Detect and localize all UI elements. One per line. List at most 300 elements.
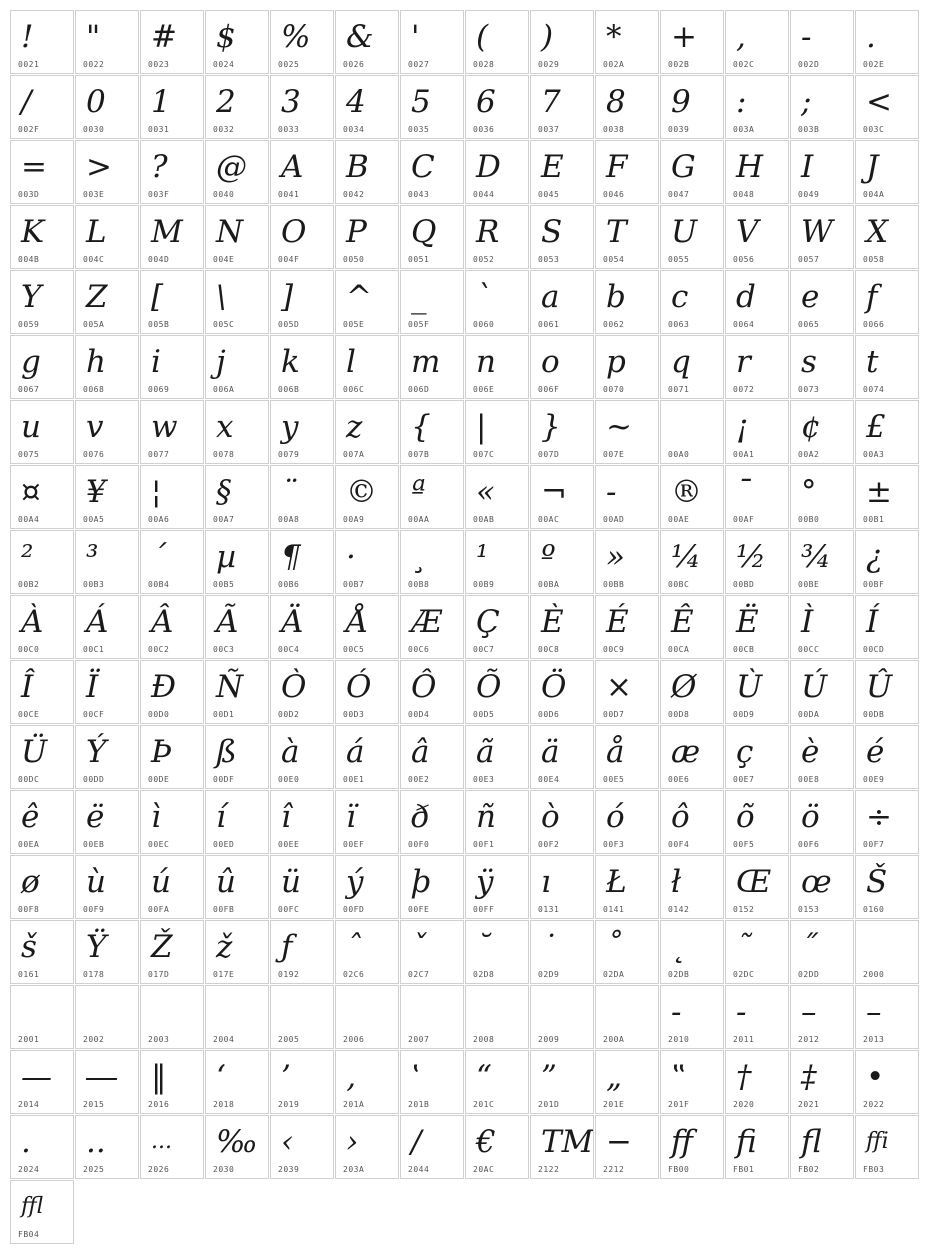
glyph-codepoint: 201B <box>408 1100 430 1109</box>
glyph-codepoint: 2026 <box>148 1165 170 1174</box>
glyph-cell <box>205 1050 269 1114</box>
glyph-character: − <box>606 1124 632 1160</box>
glyph-codepoint: 0053 <box>538 255 560 264</box>
glyph-cell <box>335 1050 399 1114</box>
glyph-codepoint: 2044 <box>408 1165 430 1174</box>
glyph-codepoint: 0033 <box>278 125 300 134</box>
glyph-cell <box>205 855 269 919</box>
glyph-character: û <box>216 864 236 900</box>
glyph-cell <box>790 530 854 594</box>
glyph-cell <box>660 660 724 724</box>
glyph-cell <box>335 855 399 919</box>
glyph-character: s <box>801 344 817 380</box>
glyph-cell <box>855 790 919 854</box>
glyph-codepoint: 00AB <box>473 515 495 524</box>
glyph-cell <box>465 1115 529 1179</box>
glyph-codepoint: 00B5 <box>213 580 235 589</box>
glyph-cell <box>75 400 139 464</box>
glyph-codepoint: 005A <box>83 320 105 329</box>
glyph-character: l <box>346 344 356 380</box>
glyph-codepoint: 00ED <box>213 840 235 849</box>
glyph-codepoint: 2212 <box>603 1165 625 1174</box>
glyph-cell <box>530 10 594 74</box>
glyph-codepoint: 00A2 <box>798 450 820 459</box>
glyph-codepoint: 0048 <box>733 190 755 199</box>
glyph-codepoint: 0078 <box>213 450 235 459</box>
glyph-codepoint: 2019 <box>278 1100 300 1109</box>
glyph-character: ^ <box>346 279 372 315</box>
glyph-codepoint: 00E9 <box>863 775 885 784</box>
glyph-codepoint: 007B <box>408 450 430 459</box>
glyph-cell <box>270 595 334 659</box>
glyph-codepoint: 00B8 <box>408 580 430 589</box>
glyph-character: ü <box>281 864 301 900</box>
glyph-character: é <box>866 734 885 770</box>
glyph-codepoint: 0072 <box>733 385 755 394</box>
glyph-cell <box>465 855 529 919</box>
glyph-codepoint: 0049 <box>798 190 820 199</box>
glyph-character: n <box>476 344 496 380</box>
glyph-codepoint: 0023 <box>148 60 170 69</box>
glyph-codepoint: 2008 <box>473 1035 495 1044</box>
glyph-codepoint: 2005 <box>278 1035 300 1044</box>
glyph-codepoint: 0055 <box>668 255 690 264</box>
glyph-character: " <box>86 19 101 55</box>
glyph-cell <box>270 920 334 984</box>
glyph-codepoint: 00EF <box>343 840 365 849</box>
glyph-codepoint: 02C6 <box>343 970 365 979</box>
glyph-character: Ø <box>671 669 697 705</box>
glyph-codepoint: 004F <box>278 255 300 264</box>
glyph-codepoint: 0070 <box>603 385 625 394</box>
glyph-character: c <box>671 279 689 315</box>
glyph-codepoint: 00D1 <box>213 710 235 719</box>
glyph-cell <box>725 10 789 74</box>
glyph-character: ˇ <box>411 929 427 965</box>
glyph-cell <box>790 660 854 724</box>
glyph-cell <box>790 1115 854 1179</box>
glyph-character: â <box>411 734 430 770</box>
glyph-character: ˘ <box>476 929 492 965</box>
glyph-character: Í <box>866 604 879 640</box>
glyph-codepoint: 0058 <box>863 255 885 264</box>
glyph-cell <box>75 205 139 269</box>
glyph-cell <box>790 1050 854 1114</box>
glyph-cell <box>205 725 269 789</box>
glyph-cell <box>725 530 789 594</box>
glyph-character: ! <box>21 19 34 55</box>
glyph-cell <box>660 1050 724 1114</box>
glyph-codepoint: 0035 <box>408 125 430 134</box>
glyph-codepoint: 00A9 <box>343 515 365 524</box>
glyph-codepoint: 00FE <box>408 905 430 914</box>
glyph-cell <box>75 140 139 204</box>
glyph-character: ë <box>86 799 105 835</box>
glyph-codepoint: 00CA <box>668 645 690 654</box>
glyph-codepoint: 004A <box>863 190 885 199</box>
glyph-cell <box>855 985 919 1049</box>
glyph-codepoint: 0025 <box>278 60 300 69</box>
glyph-codepoint: 0071 <box>668 385 690 394</box>
glyph-character: ¨ <box>281 474 297 510</box>
glyph-character: Z <box>86 279 108 315</box>
glyph-cell <box>75 595 139 659</box>
glyph-cell <box>530 985 594 1049</box>
glyph-character: v <box>86 409 104 445</box>
glyph-character: ¬ <box>541 474 567 510</box>
glyph-cell <box>10 985 74 1049</box>
glyph-codepoint: 0059 <box>18 320 40 329</box>
glyph-cell <box>465 75 529 139</box>
glyph-character: u <box>21 409 41 445</box>
glyph-cell <box>75 660 139 724</box>
glyph-character: L <box>86 214 107 250</box>
glyph-character: ) <box>541 19 554 55</box>
glyph-character: # <box>151 19 177 55</box>
glyph-cell <box>75 920 139 984</box>
glyph-codepoint: 2024 <box>18 1165 40 1174</box>
glyph-cell <box>465 400 529 464</box>
glyph-cell <box>530 140 594 204</box>
glyph-cell <box>530 530 594 594</box>
glyph-cell <box>10 530 74 594</box>
glyph-character: Y <box>21 279 42 315</box>
glyph-codepoint: 2011 <box>733 1035 755 1044</box>
glyph-codepoint: 0131 <box>538 905 560 914</box>
glyph-cell <box>400 400 464 464</box>
glyph-cell <box>205 595 269 659</box>
glyph-cell <box>335 335 399 399</box>
glyph-codepoint: 0046 <box>603 190 625 199</box>
glyph-cell <box>270 270 334 334</box>
glyph-cell <box>140 660 204 724</box>
glyph-codepoint: 00B2 <box>18 580 40 589</box>
glyph-cell <box>205 335 269 399</box>
glyph-cell <box>790 725 854 789</box>
glyph-character: ¥ <box>86 474 106 510</box>
glyph-codepoint: 006F <box>538 385 560 394</box>
glyph-cell <box>400 1050 464 1114</box>
glyph-cell <box>465 790 529 854</box>
glyph-cell <box>400 855 464 919</box>
glyph-cell <box>10 920 74 984</box>
glyph-codepoint: 005C <box>213 320 235 329</box>
glyph-character: A <box>281 149 304 185</box>
glyph-character: “ <box>476 1059 492 1095</box>
glyph-cell <box>10 270 74 334</box>
glyph-character: „ <box>606 1059 623 1095</box>
glyph-character: ß <box>216 734 237 770</box>
glyph-character: æ <box>671 734 701 770</box>
glyph-codepoint: 017D <box>148 970 170 979</box>
glyph-character: ` <box>476 279 492 315</box>
glyph-character: C <box>411 149 435 185</box>
glyph-codepoint: 00FA <box>148 905 170 914</box>
glyph-cell <box>140 790 204 854</box>
glyph-cell <box>140 595 204 659</box>
glyph-codepoint: 0153 <box>798 905 820 914</box>
glyph-character: 8 <box>606 84 626 120</box>
glyph-codepoint: 2015 <box>83 1100 105 1109</box>
glyph-cell <box>465 1050 529 1114</box>
glyph-codepoint: 201D <box>538 1100 560 1109</box>
glyph-character: å <box>606 734 625 770</box>
glyph-character: Å <box>346 604 369 640</box>
glyph-character: B <box>346 149 369 185</box>
glyph-codepoint: 00F3 <box>603 840 625 849</box>
glyph-character: F <box>606 149 628 185</box>
glyph-character: K <box>21 214 45 250</box>
glyph-codepoint: 0047 <box>668 190 690 199</box>
glyph-codepoint: 0064 <box>733 320 755 329</box>
glyph-character: ˙ <box>541 929 557 965</box>
glyph-codepoint: 007A <box>343 450 365 459</box>
glyph-codepoint: 017E <box>213 970 235 979</box>
glyph-cell <box>140 270 204 334</box>
glyph-cell <box>400 1115 464 1179</box>
glyph-cell <box>725 1115 789 1179</box>
glyph-codepoint: 007C <box>473 450 495 459</box>
glyph-codepoint: 00D2 <box>278 710 300 719</box>
glyph-codepoint: 0062 <box>603 320 625 329</box>
glyph-character: j <box>216 344 226 380</box>
glyph-codepoint: 2001 <box>18 1035 40 1044</box>
glyph-cell <box>465 465 529 529</box>
glyph-character: € <box>476 1124 496 1160</box>
glyph-character: & <box>346 19 374 55</box>
glyph-cell <box>465 725 529 789</box>
glyph-codepoint: 002B <box>668 60 690 69</box>
glyph-cell <box>205 985 269 1049</box>
glyph-character: ì <box>151 799 161 835</box>
glyph-cell <box>400 790 464 854</box>
glyph-character: µ <box>216 539 237 575</box>
glyph-cell <box>595 595 659 659</box>
glyph-codepoint: 2003 <box>148 1035 170 1044</box>
glyph-codepoint: 002C <box>733 60 755 69</box>
glyph-codepoint: 0056 <box>733 255 755 264</box>
glyph-cell <box>725 920 789 984</box>
glyph-cell <box>335 660 399 724</box>
glyph-codepoint: 00D5 <box>473 710 495 719</box>
glyph-character: fl <box>801 1124 822 1160</box>
glyph-codepoint: 00F9 <box>83 905 105 914</box>
glyph-codepoint: 00E0 <box>278 775 300 784</box>
glyph-codepoint: 00E2 <box>408 775 430 784</box>
glyph-codepoint: 0042 <box>343 190 365 199</box>
glyph-cell <box>205 140 269 204</box>
glyph-cell <box>465 660 529 724</box>
glyph-codepoint: 0079 <box>278 450 300 459</box>
glyph-cell <box>790 400 854 464</box>
glyph-cell <box>205 1115 269 1179</box>
glyph-cell <box>75 725 139 789</box>
glyph-cell <box>660 790 724 854</box>
glyph-cell <box>140 1115 204 1179</box>
glyph-cell <box>75 985 139 1049</box>
glyph-cell <box>660 10 724 74</box>
glyph-cell <box>855 400 919 464</box>
glyph-codepoint: 003F <box>148 190 170 199</box>
glyph-cell <box>10 855 74 919</box>
glyph-codepoint: 003E <box>83 190 105 199</box>
glyph-character: { <box>411 409 431 445</box>
glyph-cell <box>75 335 139 399</box>
glyph-character: I <box>801 149 814 185</box>
glyph-character: Á <box>86 604 109 640</box>
glyph-codepoint: 200A <box>603 1035 625 1044</box>
glyph-codepoint: 00B0 <box>798 515 820 524</box>
glyph-cell <box>270 465 334 529</box>
glyph-cell <box>335 790 399 854</box>
glyph-cell <box>205 790 269 854</box>
glyph-codepoint: 0024 <box>213 60 235 69</box>
glyph-codepoint: 004C <box>83 255 105 264</box>
glyph-cell <box>530 660 594 724</box>
glyph-codepoint: 005E <box>343 320 365 329</box>
glyph-cell <box>725 790 789 854</box>
glyph-cell <box>205 10 269 74</box>
glyph-cell <box>140 855 204 919</box>
glyph-cell <box>335 920 399 984</box>
glyph-codepoint: 00AA <box>408 515 430 524</box>
glyph-cell <box>855 595 919 659</box>
glyph-character: TM <box>541 1124 594 1160</box>
glyph-cell <box>595 465 659 529</box>
glyph-character: d <box>736 279 756 315</box>
glyph-cell <box>10 725 74 789</box>
glyph-codepoint: 0178 <box>83 970 105 979</box>
glyph-character: 0 <box>86 84 106 120</box>
glyph-cell <box>400 465 464 529</box>
glyph-codepoint: 00F5 <box>733 840 755 849</box>
glyph-codepoint: 02D9 <box>538 970 560 979</box>
glyph-codepoint: 00C8 <box>538 645 560 654</box>
glyph-character: ¢ <box>801 409 821 445</box>
glyph-codepoint: 0067 <box>18 385 40 394</box>
glyph-character: £ <box>866 409 886 445</box>
glyph-character: - <box>606 474 617 510</box>
glyph-character: ‰ <box>216 1124 258 1160</box>
glyph-character: Î <box>21 669 34 705</box>
glyph-codepoint: 00F6 <box>798 840 820 849</box>
glyph-character: [ <box>151 279 164 315</box>
glyph-cell <box>335 725 399 789</box>
glyph-cell <box>465 530 529 594</box>
glyph-character: J <box>866 149 879 185</box>
glyph-codepoint: 0032 <box>213 125 235 134</box>
glyph-character: ³ <box>86 539 99 575</box>
glyph-codepoint: 002A <box>603 60 625 69</box>
glyph-codepoint: 2020 <box>733 1100 755 1109</box>
glyph-cell <box>270 985 334 1049</box>
glyph-cell <box>595 530 659 594</box>
glyph-codepoint: 00D9 <box>733 710 755 719</box>
glyph-character: Š <box>866 864 888 900</box>
glyph-codepoint: 00E4 <box>538 775 560 784</box>
glyph-character: o <box>541 344 560 380</box>
glyph-character: ‡ <box>801 1059 817 1095</box>
glyph-character: ˝ <box>801 929 817 965</box>
glyph-cell <box>465 140 529 204</box>
glyph-codepoint: 00A7 <box>213 515 235 524</box>
glyph-character: † <box>736 1059 752 1095</box>
glyph-codepoint: 00C2 <box>148 645 170 654</box>
glyph-character: Q <box>411 214 437 250</box>
glyph-cell <box>335 595 399 659</box>
glyph-character: Ô <box>411 669 437 705</box>
glyph-cell <box>725 270 789 334</box>
glyph-character: . <box>866 19 876 55</box>
glyph-codepoint: 00C6 <box>408 645 430 654</box>
glyph-character: T <box>606 214 627 250</box>
glyph-codepoint: 0043 <box>408 190 430 199</box>
glyph-cell <box>140 140 204 204</box>
glyph-character: 6 <box>476 84 496 120</box>
glyph-cell <box>205 660 269 724</box>
glyph-codepoint: 2012 <box>798 1035 820 1044</box>
glyph-cell <box>595 660 659 724</box>
glyph-codepoint: 0068 <box>83 385 105 394</box>
glyph-cell <box>855 465 919 529</box>
glyph-cell <box>335 75 399 139</box>
glyph-codepoint: 00CE <box>18 710 40 719</box>
glyph-cell <box>725 855 789 919</box>
glyph-cell <box>465 205 529 269</box>
glyph-cell <box>660 1115 724 1179</box>
glyph-cell <box>790 270 854 334</box>
glyph-codepoint: 005D <box>278 320 300 329</box>
glyph-cell <box>790 10 854 74</box>
glyph-cell <box>660 140 724 204</box>
glyph-codepoint: 0160 <box>863 905 885 914</box>
glyph-cell <box>140 530 204 594</box>
glyph-cell <box>270 10 334 74</box>
glyph-character: x <box>216 409 234 445</box>
glyph-cell <box>75 270 139 334</box>
glyph-codepoint: 006E <box>473 385 495 394</box>
glyph-codepoint: 00C3 <box>213 645 235 654</box>
glyph-cell <box>595 725 659 789</box>
glyph-codepoint: 004E <box>213 255 235 264</box>
glyph-codepoint: 2014 <box>18 1100 40 1109</box>
glyph-codepoint: 004B <box>18 255 40 264</box>
glyph-codepoint: 0022 <box>83 60 105 69</box>
glyph-codepoint: 00EB <box>83 840 105 849</box>
glyph-character: < <box>866 84 892 120</box>
glyph-codepoint: 0192 <box>278 970 300 979</box>
glyph-cell <box>10 790 74 854</box>
glyph-codepoint: 00C0 <box>18 645 40 654</box>
glyph-character: ? <box>151 149 168 185</box>
glyph-codepoint: 0038 <box>603 125 625 134</box>
glyph-codepoint: 00F2 <box>538 840 560 849</box>
glyph-codepoint: 02DB <box>668 970 690 979</box>
glyph-character: ˜ <box>736 929 752 965</box>
glyph-codepoint: 00C9 <box>603 645 625 654</box>
glyph-character: • <box>866 1059 885 1095</box>
glyph-character: Ù <box>736 669 763 705</box>
glyph-character: ½ <box>736 539 767 575</box>
glyph-codepoint: 00A4 <box>18 515 40 524</box>
glyph-character: Õ <box>476 669 502 705</box>
glyph-character: ú <box>151 864 171 900</box>
glyph-cell <box>335 140 399 204</box>
glyph-codepoint: 00FD <box>343 905 365 914</box>
glyph-character: 9 <box>671 84 691 120</box>
glyph-codepoint: 007D <box>538 450 560 459</box>
glyph-character: © <box>346 474 377 510</box>
